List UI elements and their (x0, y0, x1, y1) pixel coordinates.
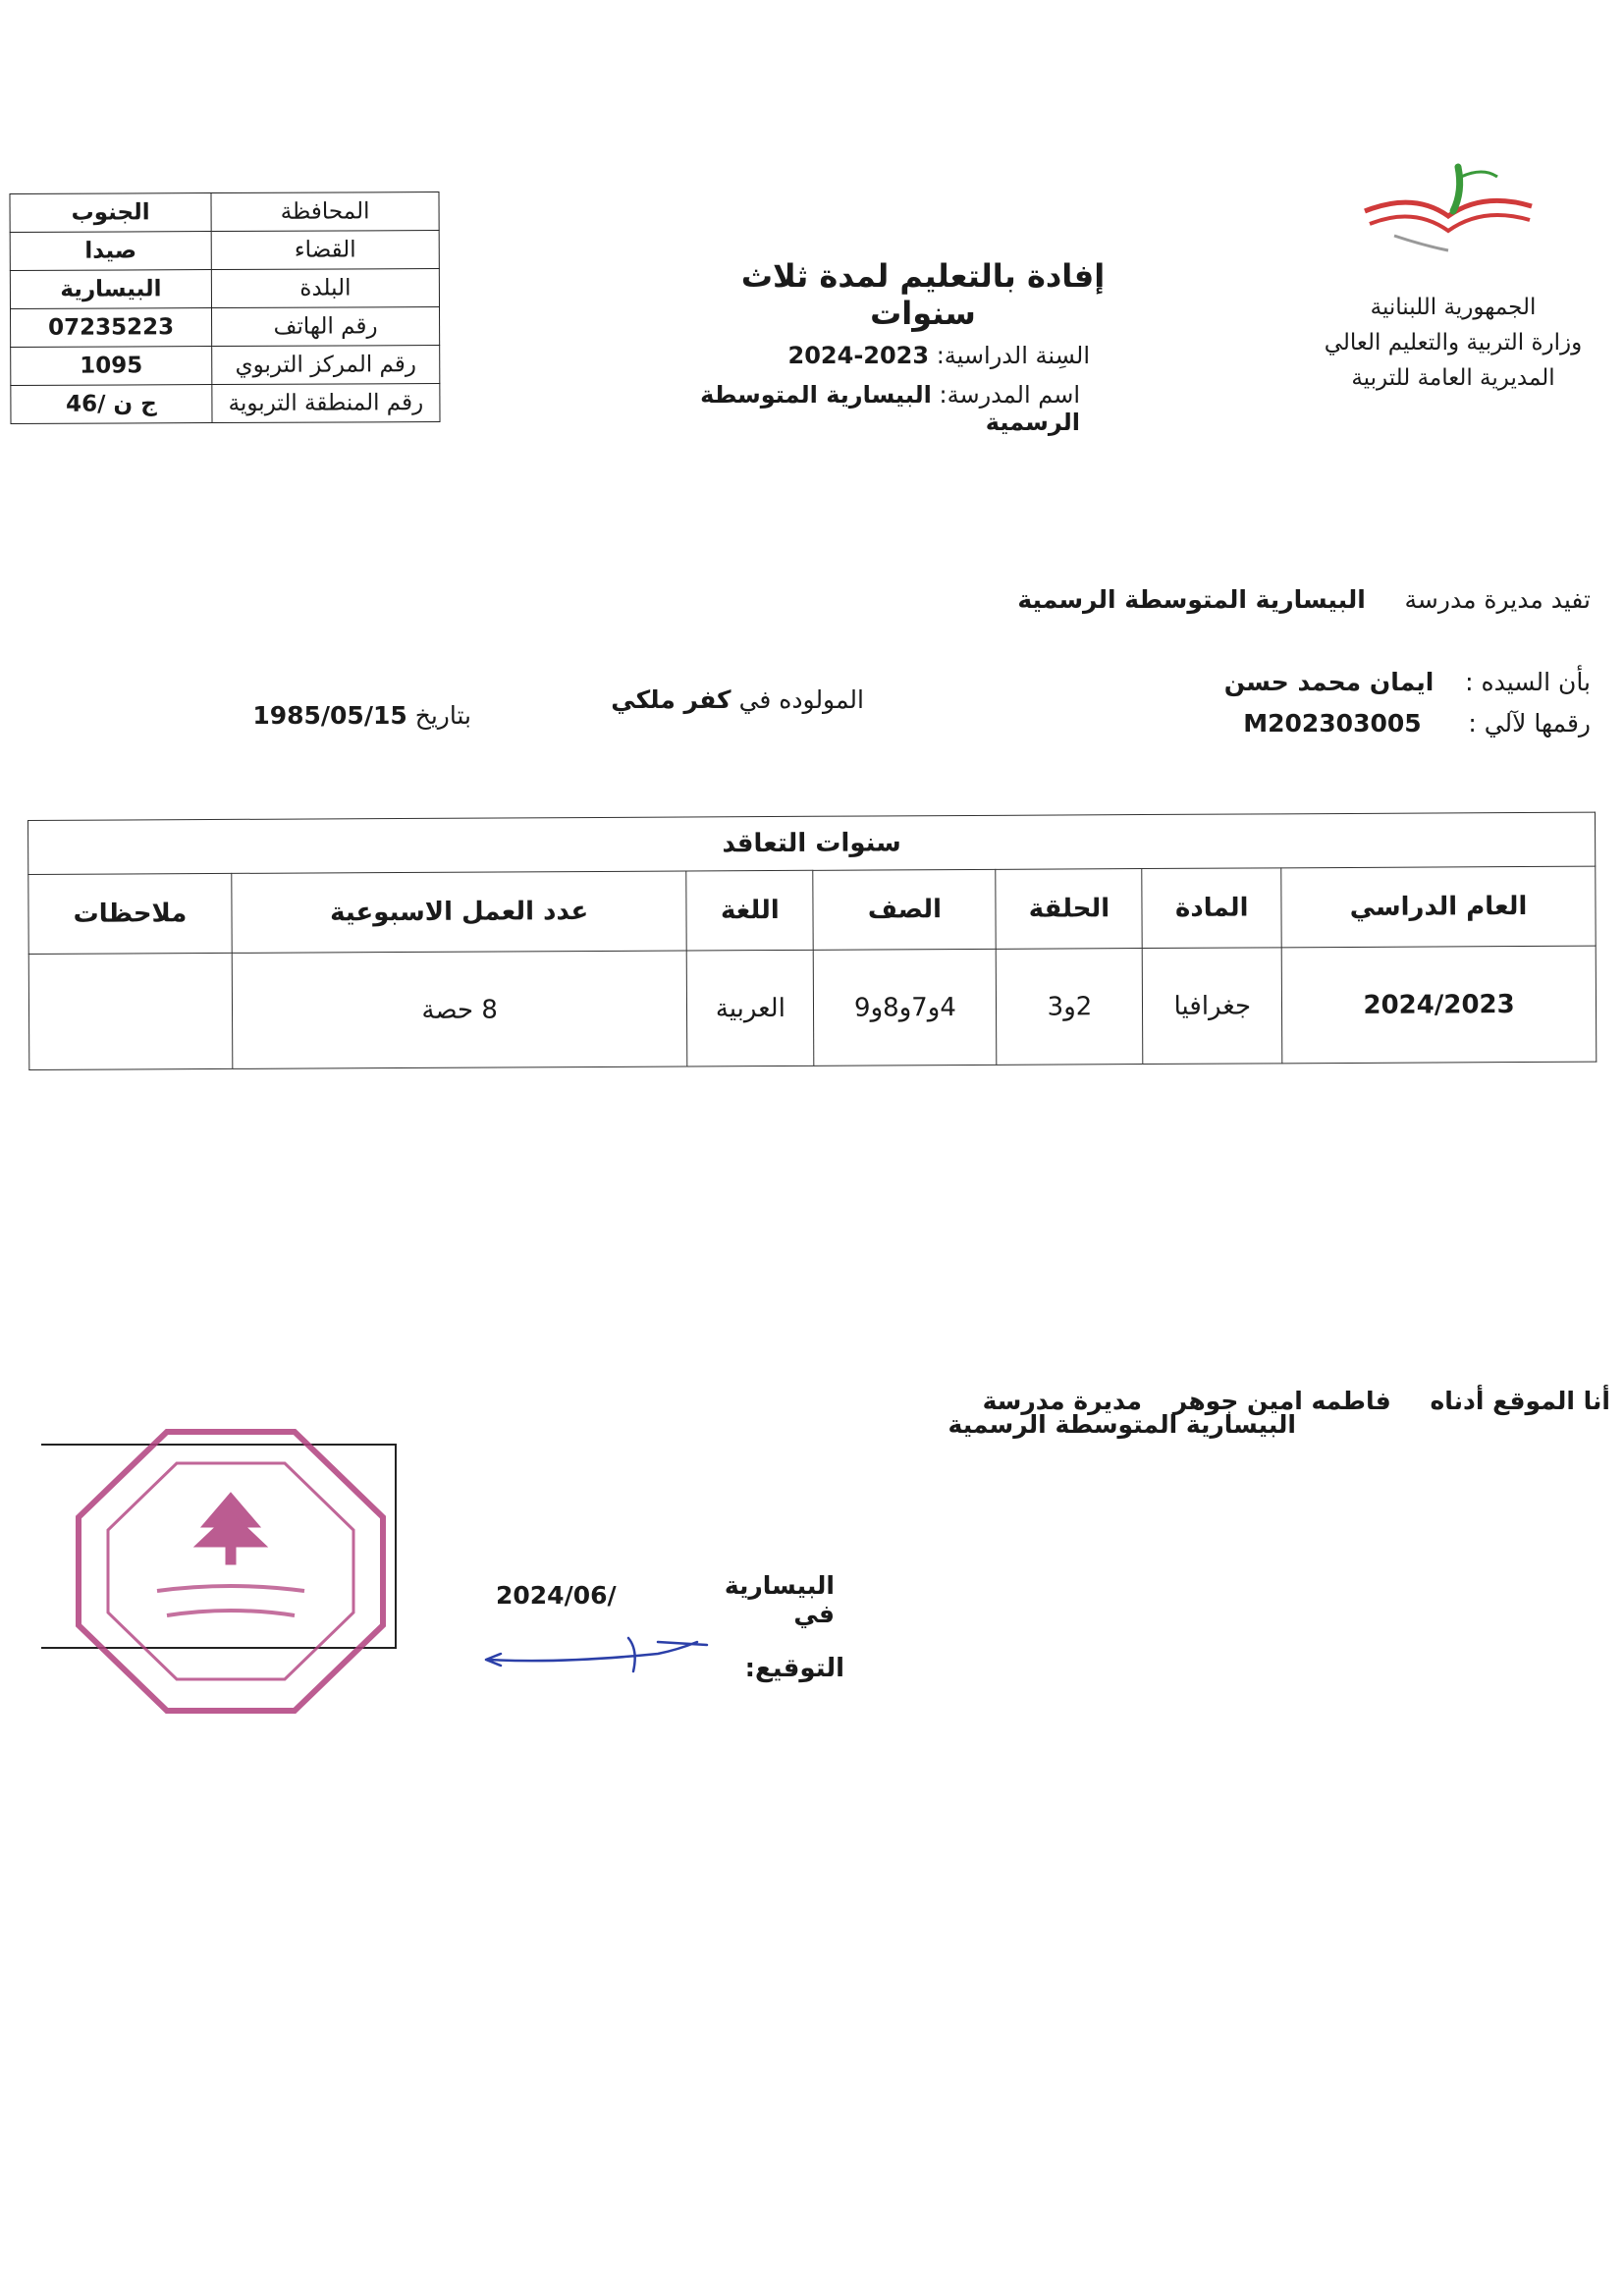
info-value: 1095 (11, 347, 212, 386)
ministry-logo-icon (1355, 147, 1542, 265)
intro-school: البيسارية المتوسطة الرسمية (1017, 585, 1366, 614)
ministry-line-2: وزارة التربية والتعليم العالي (1324, 330, 1583, 355)
statement-label: أنا الموقع أدناه (1430, 1387, 1610, 1415)
date-label: بتاريخ (414, 701, 471, 730)
official-stamp (69, 1424, 393, 1719)
info-label: رقم الهاتف (212, 307, 440, 347)
signer-role: مديرة مدرسة (982, 1387, 1142, 1415)
info-label: رقم المنطقة التربوية (212, 384, 440, 423)
info-table (9, 191, 440, 424)
signer-school: البيسارية المتوسطة الرسمية (947, 1410, 1296, 1439)
ministry-line-3: المديرية العامة للتربية (1351, 365, 1555, 391)
table-cell: 2024/2023 (1281, 946, 1596, 1064)
table-row (28, 946, 1597, 1069)
table-cell (28, 953, 233, 1069)
person-label: بأن السيده : (1465, 668, 1591, 696)
sign-in-label: في (793, 1600, 835, 1628)
contract-table (27, 812, 1597, 1070)
id-label: رقمها لآلي : (1468, 709, 1591, 738)
born-label: المولوده في (738, 685, 864, 714)
info-row (10, 269, 439, 309)
info-label: القضاء (211, 231, 439, 270)
column-header: الحلقة (996, 869, 1142, 950)
contract-table-container (27, 812, 1597, 1070)
born-place: كفر ملكي (611, 685, 731, 714)
table-cell: 4و7و8و9 (814, 949, 998, 1066)
id-value: M202303005 (1243, 709, 1422, 738)
person-name: ايمان محمد حسن (1223, 668, 1435, 696)
academic-year-label: السِنة الدراسية: (936, 342, 1090, 369)
info-label: المحافظة (211, 192, 439, 232)
info-label: البلدة (211, 269, 439, 308)
person-row (1159, 668, 1591, 696)
school-name-value: البيسارية المتوسطة الرسمية (700, 381, 1080, 436)
signer-name: فاطمه امين جوهر (1172, 1387, 1391, 1415)
table-cell: جغرافيا (1143, 948, 1282, 1065)
academic-year-value: 2023-2024 (787, 342, 930, 369)
table-cell: 2و3 (997, 949, 1144, 1066)
info-value: البيسارية (10, 270, 211, 309)
info-value: صيدا (10, 232, 211, 271)
sign-place: البيسارية (724, 1571, 835, 1600)
birth-date: 1985/05/15 (252, 701, 407, 730)
intro-line (982, 585, 1591, 614)
info-value: ج ن /46 (11, 385, 212, 424)
info-row (10, 192, 439, 233)
group-header: سنوات التعاقد (28, 812, 1596, 874)
birth-place-row (550, 685, 864, 714)
ministry-line-1: الجمهورية اللبنانية (1370, 295, 1537, 320)
info-row (10, 231, 439, 271)
signature-label: التوقيع: (744, 1654, 844, 1683)
intro-text: تفيد مديرة مدرسة (1404, 585, 1591, 614)
school-name-row (609, 381, 1080, 436)
column-header: الصف (813, 869, 997, 950)
cedar-tree-icon (194, 1493, 267, 1564)
handwritten-signature (481, 1620, 736, 1689)
table-cell: 8 حصة (232, 951, 687, 1068)
info-row (11, 307, 440, 348)
info-row (11, 384, 440, 424)
sign-date: 2024/06/ (496, 1581, 617, 1610)
info-label: رقم المركز التربوي (212, 346, 440, 385)
birth-date-row (157, 701, 471, 730)
info-row (11, 346, 440, 386)
info-value: 07235223 (11, 308, 212, 348)
id-row (1159, 709, 1591, 738)
column-header: المادة (1142, 868, 1281, 949)
academic-year-row (766, 342, 1090, 369)
column-header: ملاحظات (28, 873, 232, 954)
table-cell: العربية (687, 950, 815, 1066)
school-name-label: اسم المدرسة: (939, 381, 1080, 409)
column-header: اللغة (686, 870, 813, 951)
column-header: عدد العمل الاسبوعية (232, 871, 687, 953)
table-header-row (28, 866, 1596, 954)
column-header: العام الدراسي (1281, 866, 1596, 948)
info-value: الجنوب (10, 193, 211, 233)
document-title: إفادة بالتعليم لمدة ثلاث سنوات (740, 257, 1106, 332)
